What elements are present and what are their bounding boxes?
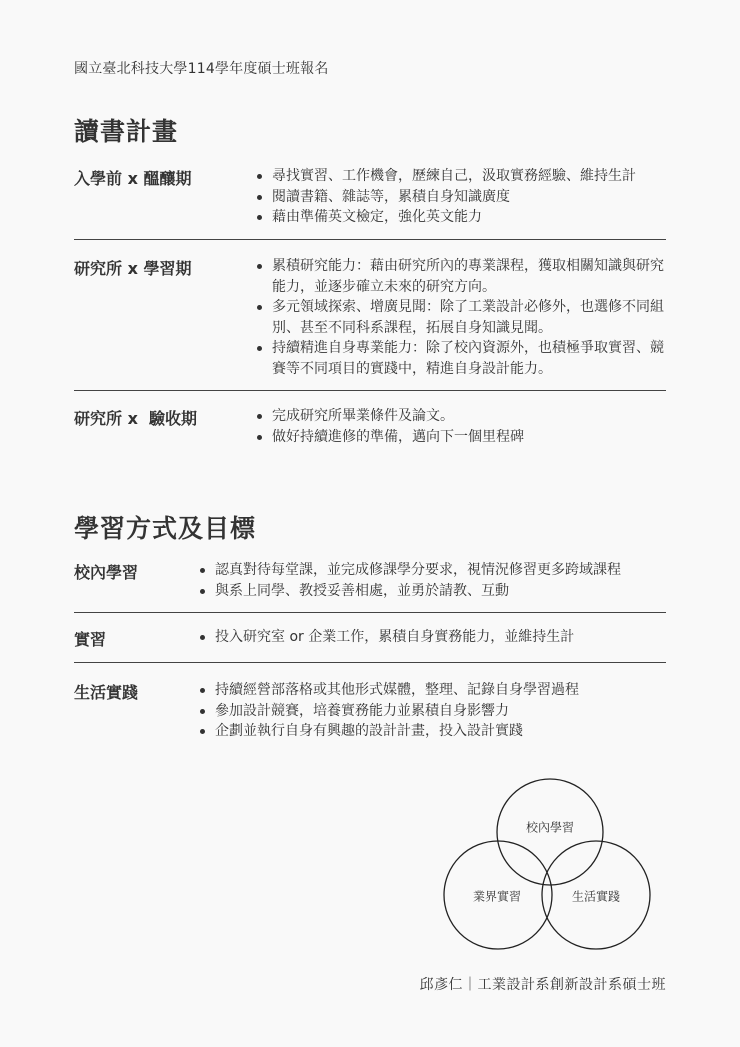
list-item: 參加設計競賽，培養實務能力並累積自身影響力 (199, 701, 666, 722)
row-label: 校內學習 (74, 563, 139, 582)
divider (74, 612, 666, 613)
list-item: 認真對待每堂課，並完成修課學分要求，視情況修習更多跨域課程 (199, 560, 666, 581)
list-item: 藉由準備英文檢定，強化英文能力 (256, 207, 666, 228)
row-bullet-list (256, 406, 666, 447)
venn-diagram (430, 770, 670, 960)
list-item: 企劃並執行自身有興趣的設計計畫，投入設計實踐 (199, 721, 666, 742)
page-header: 國立臺北科技大學114學年度碩士班報名 (74, 61, 329, 77)
venn-label-school: 校內學習 (525, 820, 575, 835)
divider (74, 239, 666, 240)
venn-circles (430, 770, 670, 960)
divider (74, 662, 666, 663)
section-title-learning: 學習方式及目標 (74, 514, 257, 543)
list-item: 累積研究能力：藉由研究所內的專業課程，獲取相關知識與研究能力，並逐步確立未來的研究方向。 (256, 256, 666, 297)
row-label: 生活實踐 (74, 683, 139, 702)
row-label: 實習 (74, 630, 107, 649)
list-item: 閱讀書籍、雜誌等，累積自身知識廣度 (256, 187, 666, 208)
list-item: 做好持續進修的準備，邁向下一個里程碑 (256, 427, 666, 448)
list-item: 投入研究室 or 企業工作，累積自身實務能力，並維持生計 (199, 627, 666, 648)
section-title-study-plan: 讀書計畫 (74, 117, 179, 146)
row-bullet-list (256, 256, 666, 379)
list-item: 持續精進自身專業能力：除了校內資源外，也積極爭取實習、競賽等不同項目的實踐中，精進自身設計能力。 (256, 338, 666, 379)
divider (74, 390, 666, 391)
venn-label-life: 生活實踐 (571, 889, 621, 904)
row-label: 研究所 x 驗收期 (74, 409, 198, 428)
list-item: 尋找實習、工作機會，歷練自己，汲取實務經驗、維持生計 (256, 166, 666, 187)
list-item: 多元領域探索、增廣見聞：除了工業設計必修外，也選修不同組別、甚至不同科系課程，拓展自身知識見聞。 (256, 297, 666, 338)
list-item: 與系上同學、教授妥善相處，並勇於請教、互動 (199, 581, 666, 602)
footer-author: 邱彥仁｜工業設計系創新設計系碩士班 (419, 977, 666, 993)
row-bullet-list (256, 166, 666, 228)
row-label: 研究所 x 學習期 (74, 259, 192, 278)
row-label: 入學前 x 醞釀期 (74, 169, 192, 188)
row-bullet-list (199, 680, 666, 742)
list-item: 持續經營部落格或其他形式媒體，整理、記錄自身學習過程 (199, 680, 666, 701)
row-bullet-list (199, 560, 666, 601)
list-item: 完成研究所畢業條件及論文。 (256, 406, 666, 427)
venn-label-industry: 業界實習 (472, 889, 522, 904)
row-bullet-list (199, 627, 666, 648)
